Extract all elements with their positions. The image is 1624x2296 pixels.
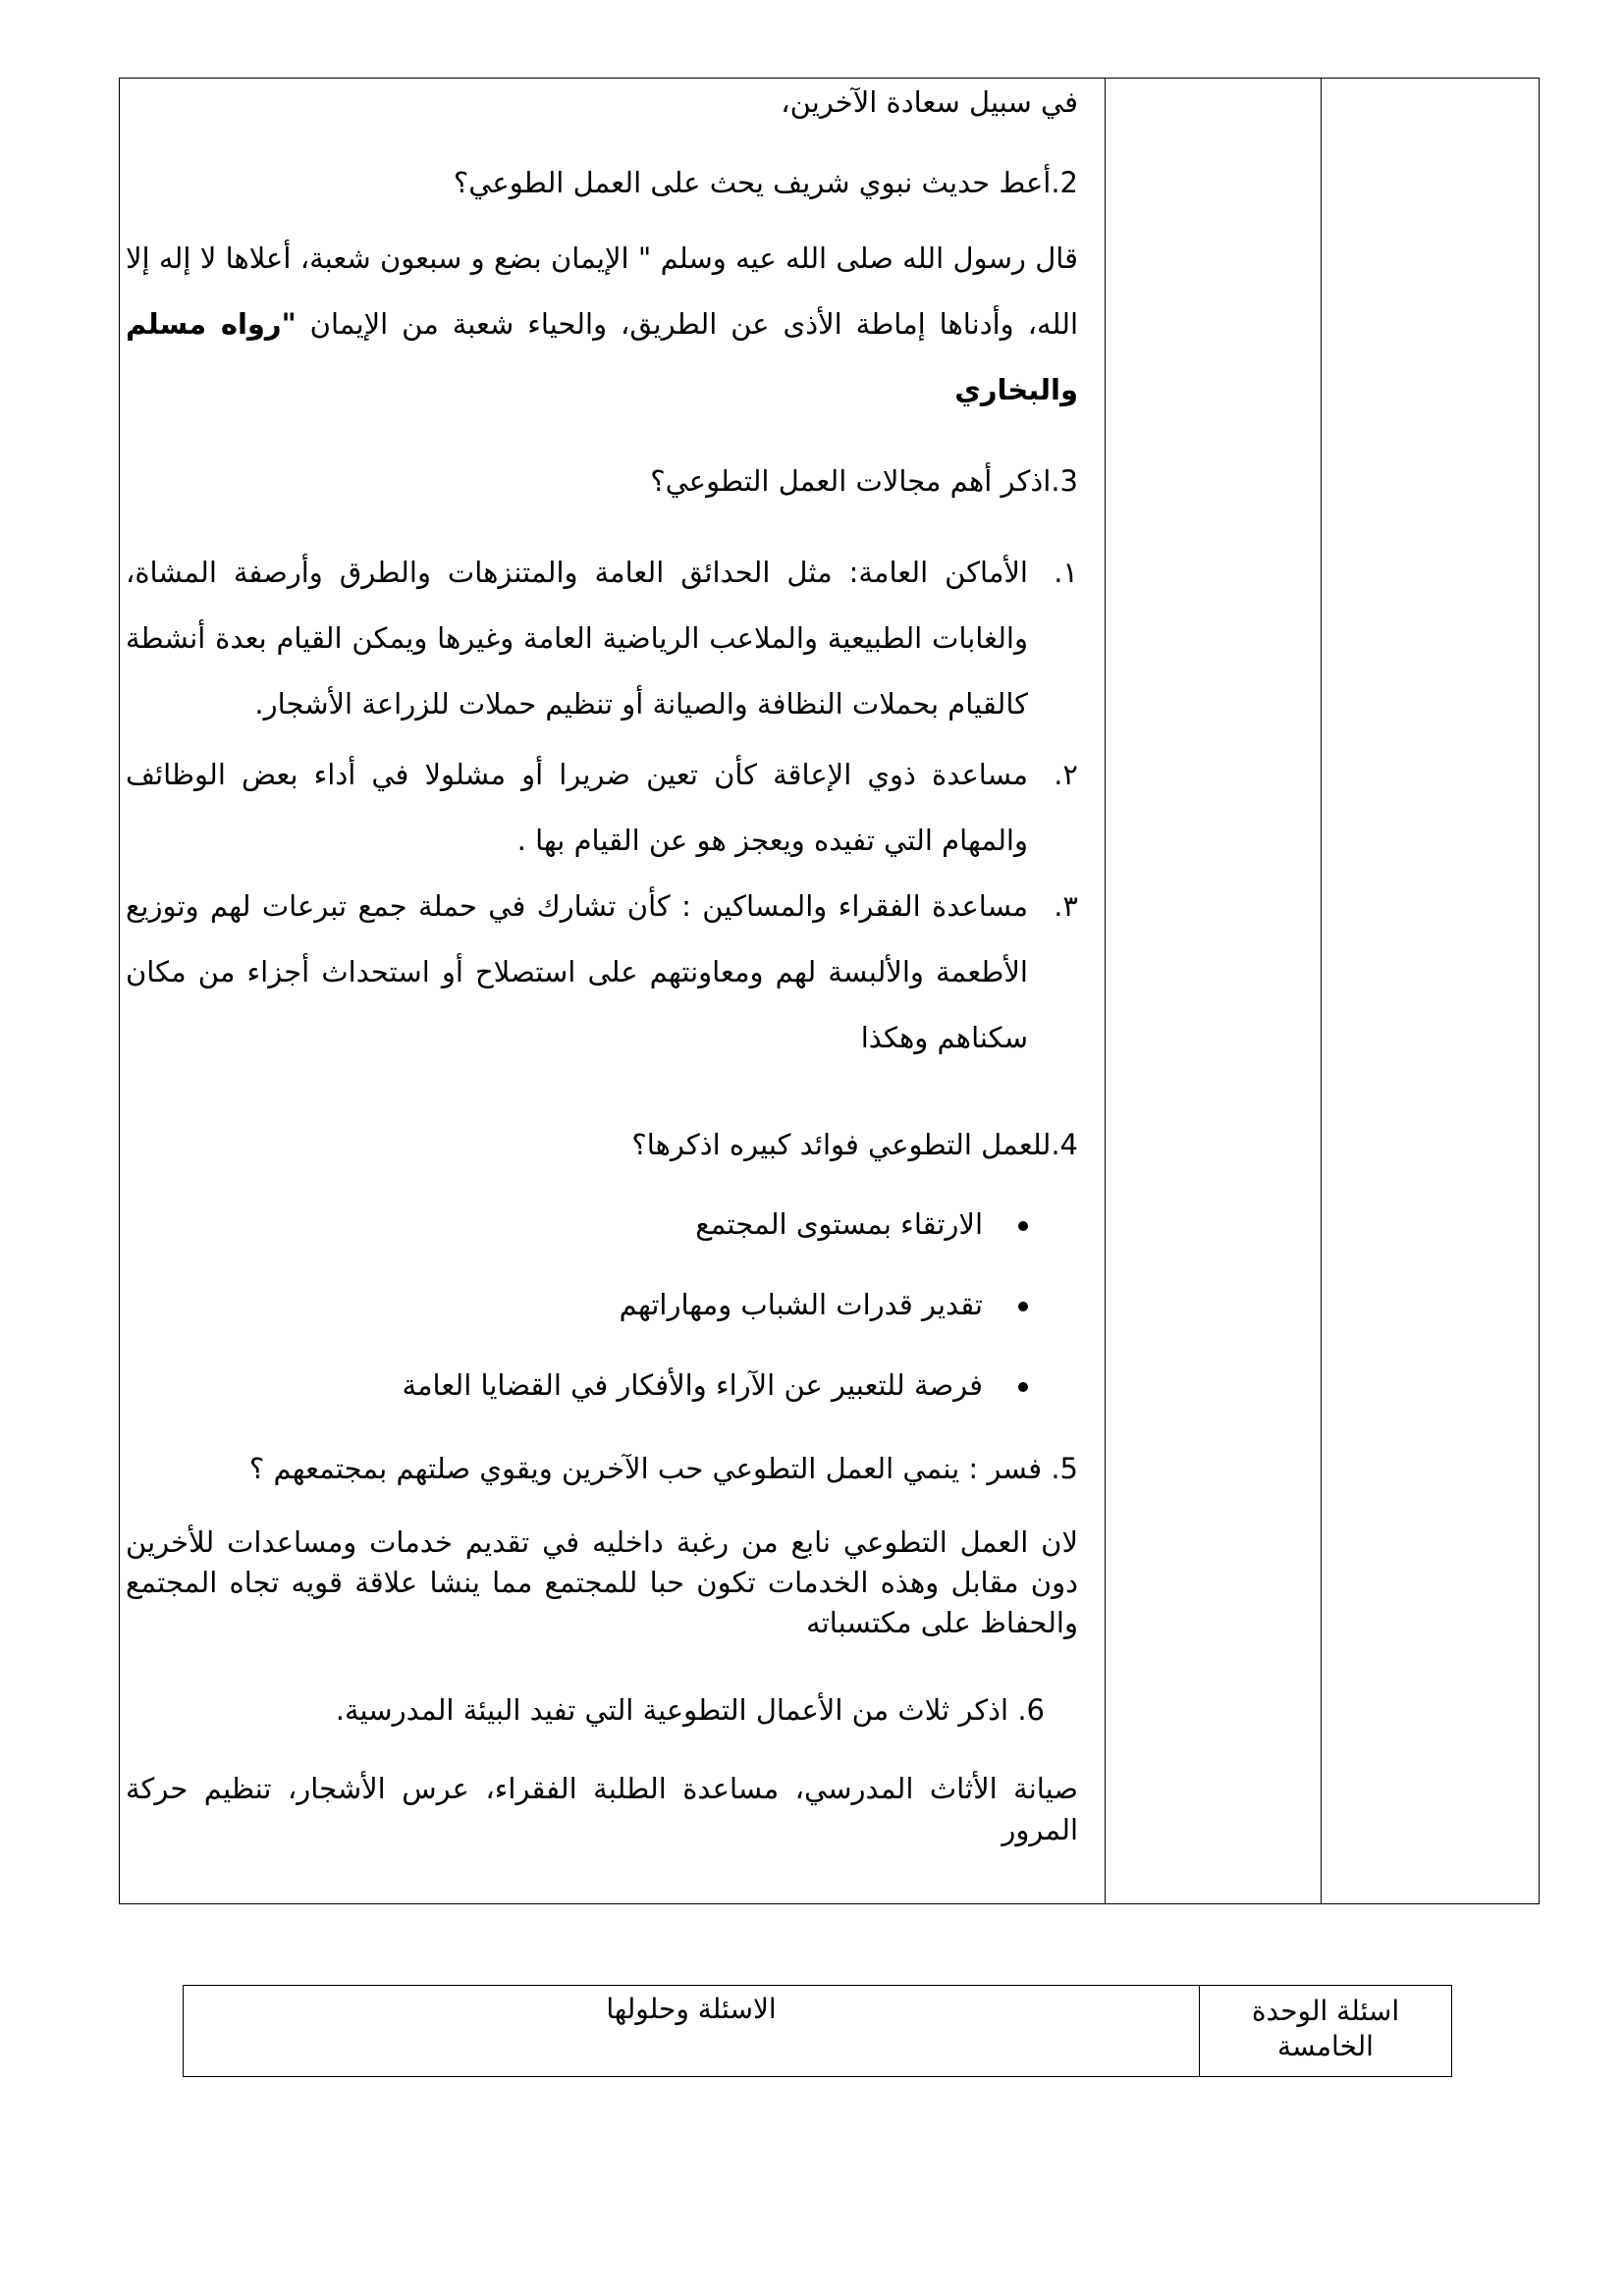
question-5: 5. فسر : ينمي العمل التطوعي حب الآخرين ويقوي صلتهم بمجتمعهم ؟	[248, 1452, 1078, 1485]
column-divider-2	[1321, 79, 1322, 1903]
q4-bullet-3: فرصة للتعبير عن الآراء والأفكار في القضايا العامة	[126, 1368, 1028, 1402]
q4-bullet-1: الارتقاء بمستوى المجتمع	[126, 1207, 1028, 1241]
question-2: 2.أعط حديث نبوي شريف يحث على العمل الطوعي؟	[453, 166, 1078, 199]
question-3: 3.اذكر أهم مجالات العمل التطوعي؟	[650, 464, 1078, 498]
answer-6: صيانة الأثاث المدرسي، مساعدة الطلبة الفقراء، عرس الأشجار، تنظيم حركة المرور	[126, 1772, 1078, 1846]
question-4: 4.للعمل التطوعي فوائد كبيره اذكرها؟	[631, 1128, 1078, 1161]
item-number: ٣.	[1054, 889, 1078, 923]
hadith-text: قال رسول الله صلى الله عيه وسلم " الإيمان بضع و سبعون شعبة، أعلاها لا إله إلا الله، وأدناها إماطة الأذى عن الطريق، والحياء شعبة من الإيمان	[126, 241, 1078, 341]
unit-header-table	[183, 1985, 1452, 2077]
q4-bullet-2: تقدير قدرات الشباب ومهاراتهم	[126, 1288, 1028, 1321]
item-text: مساعدة الفقراء والمساكين : كأن تشارك في حملة جمع تبرعات لهم وتوزيع الأطعمة والألبسة لهم ومعاونتهم على استصلاح أو استحداث أجزاء من مكان سكناهم وهكذا	[126, 889, 1028, 1054]
text-line: في سبيل سعادة الآخرين،	[781, 85, 1078, 119]
unit-label-cell: اسئلة الوحدة الخامسة	[1251, 1995, 1400, 2062]
answer-2	[126, 226, 1078, 423]
bullet-dot-icon	[1018, 1382, 1028, 1392]
item-number: ٢.	[1054, 758, 1078, 791]
hadith-source: "رواه مسلم والبخاري	[126, 307, 1078, 406]
question-6: 6. اذكر ثلاث من الأعمال التطوعية التي تفيد البيئة المدرسية.	[335, 1693, 1045, 1727]
unit-title-cell: الاسئلة وحلولها	[184, 1986, 1200, 2076]
bullet-dot-icon	[1018, 1221, 1028, 1231]
item-text: مساعدة ذوي الإعاقة كأن تعين ضريرا أو مشلولا في أداء بعض الوظائف والمهام التي تفيده ويعجز هو عن القيام بها .	[126, 758, 1028, 857]
main-table	[119, 78, 1540, 1904]
item-number: ١.	[1054, 556, 1078, 589]
column-divider-1	[1105, 79, 1106, 1903]
answer-5: لان العمل التطوعي نابع من رغبة داخليه في تقديم خدمات ومساعدات للأخرين دون مقابل وهذه الخدمات تكون حبا للمجتمع مما ينشا علاقة قويه تجاه المجتمع والحفاظ على مكتسباته	[126, 1525, 1078, 1639]
bullet-dot-icon	[1018, 1302, 1028, 1311]
item-text: الأماكن العامة: مثل الحدائق العامة والمتنزهات والطرق وأرصفة المشاة، والغابات الطبيعية والملاعب الرياضية العامة وغيرها ويمكن القيام بعدة أنشطة كالقيام بحملات النظافة والصيانة أو تنظيم حملات للزراعة الأشجار.	[126, 556, 1028, 721]
